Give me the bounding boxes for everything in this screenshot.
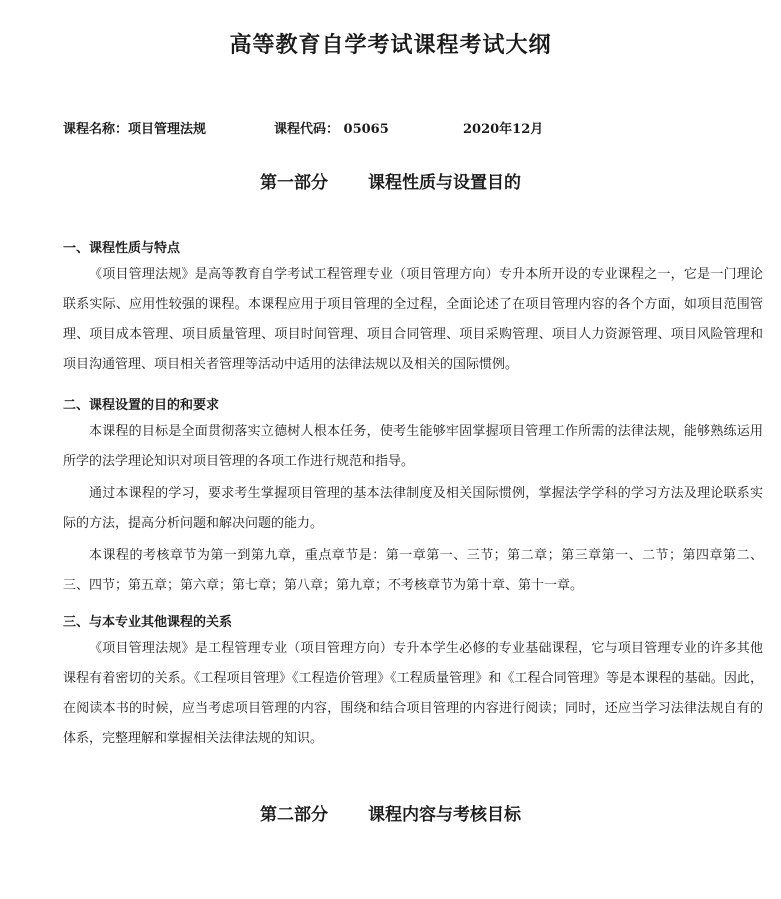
outline-date: 2020年12月 [463,122,544,137]
part-two-label: 第二部分 [260,805,328,825]
course-name: 课程名称：项目管理法规 [63,122,207,137]
paragraph-purpose-goal: 本课程的目标是全面贯彻落实立德树人根本任务，使考生能够牢固掌握项目管理工作所需的法律法规，能够熟练运用所学的法学理论知识对项目管理的各项工作进行规范和指导。 [63,424,763,469]
document-title: 高等教育自学考试课程考试大纲 [229,32,552,58]
section-heading-nature: 一、课程性质与特点 [63,241,181,256]
paragraph-relations: 《项目管理法规》是工程管理专业（项目管理方向）专升本学生必修的专业基础课程，它与项目管理专业的许多其他课程有着密切的关系。《工程项目管理》《工程造价管理》《工程质量管理》和《工程合同管理》等是本课程的基础。因此，在阅读本书的时候，应当考虑项目管理的内容，围绕和结合项目管理的内容进行阅读；同时，还应当学习法律法规自有的体系，完整理解和掌握相关法律法规的知识。 [63,641,763,746]
part-two-heading [0,800,781,825]
paragraph-purpose-chapters: 本课程的考核章节为第一到第九章，重点章节是：第一章第一、三节；第二章；第三章第一、二节；第四章第二、三、四节；第五章；第六章；第七章；第八章；第九章；不考核章节为第十章、第十一章。 [63,548,763,593]
paragraph-nature: 《项目管理法规》是高等教育自学考试工程管理专业（项目管理方向）专升本所开设的专业课程之一，它是一门理论联系实际、应用性较强的课程。本课程应用于项目管理的全过程，全面论述了在项目管理内容的各个方面，如项目范围管理、项目成本管理、项目质量管理、项目时间管理、项目合同管理、项目采购管理、项目人力资源管理、项目风险管理和项目沟通管理、项目相关者管理等活动中适用的法律法规以及相关的国际惯例。 [63,267,763,372]
section-heading-relations: 三、与本专业其他课程的关系 [63,615,233,630]
section-heading-purpose: 二、课程设置的目的和要求 [63,398,220,413]
part-one-label: 第一部分 [260,173,328,193]
part-one-heading [0,168,781,193]
part-one-title: 课程性质与设置目的 [368,173,521,193]
paragraph-purpose-requirements: 通过本课程的学习，要求考生掌握项目管理的基本法律制度及相关国际惯例，掌握法学学科的学习方法及理论联系实际的方法，提高分析问题和解决问题的能力。 [63,486,763,531]
course-code: 课程代码： 05065 [274,122,389,137]
part-two-title: 课程内容与考核目标 [368,805,521,825]
